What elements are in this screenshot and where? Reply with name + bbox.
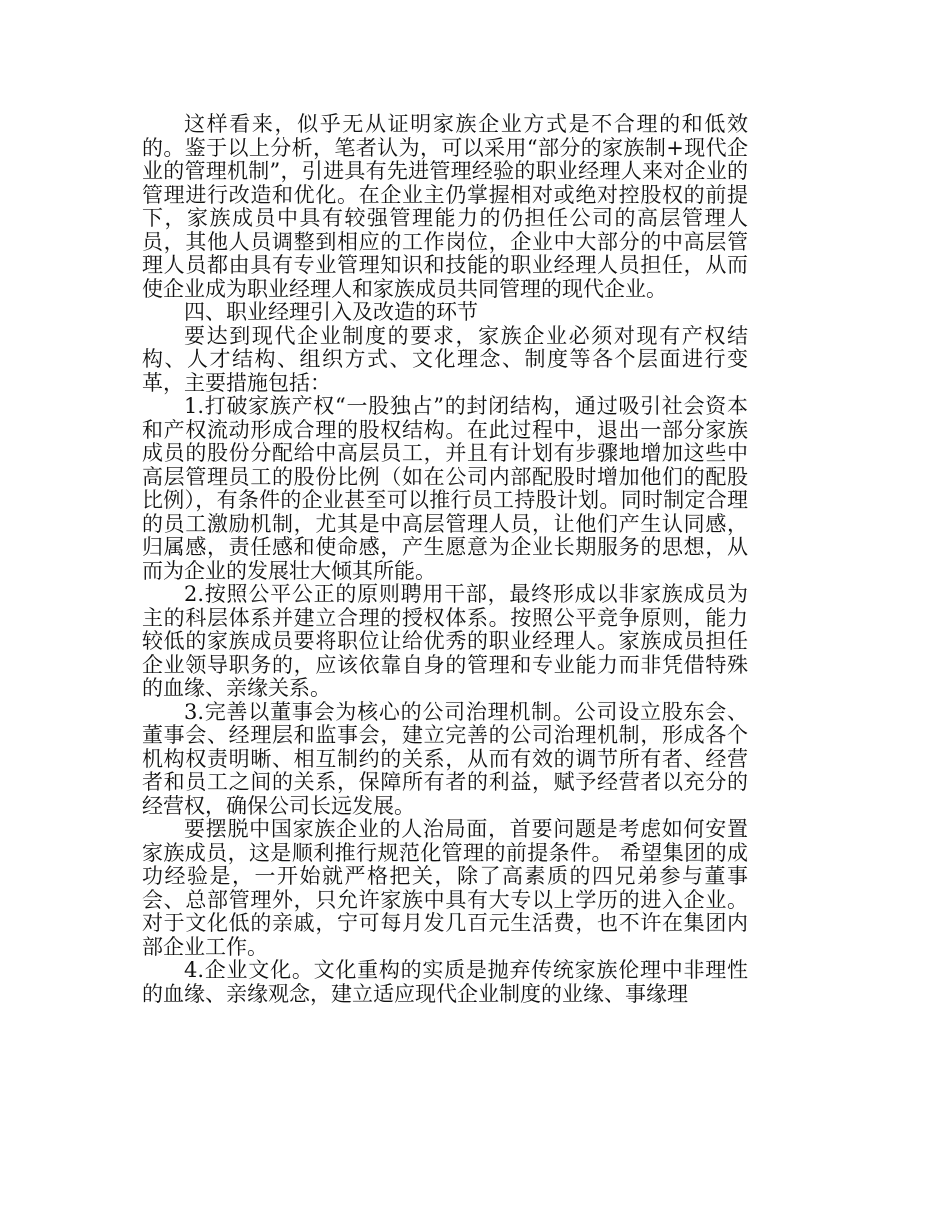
paragraph-modern-enterprise-requirements: 要达到现代企业制度的要求，家族企业必须对现有产权结构、人才结构、组织方式、文化理念、制度等各个层面进行变革，主要措施包括： (142, 323, 748, 395)
paragraph-measure-4-culture: 4.企业文化。文化重构的实质是抛弃传统家族伦理中非理性的血缘、亲缘观念，建立适应现代企业制度的业缘、事缘理 (142, 958, 748, 1006)
document-body (142, 113, 748, 1006)
paragraph-measure-3-governance: 3.完善以董事会为核心的公司治理机制。公司设立股东会、董事会、经理层和监事会，建立完善的公司治理机制，形成各个机构权责明晰、相互制约的关系，从而有效的调节所有者、经营者和员工之间的关系，保障所有者的利益，赋予经营者以充分的经营权，确保公司长远发展。 (142, 699, 748, 818)
paragraph-measure-2-hiring: 2.按照公平公正的原则聘用干部，最终形成以非家族成员为主的科层体系并建立合理的授权体系。按照公平竞争原则，能力较低的家族成员要将职位让给优秀的职业经理人。家族成员担任企业领导职务的，应该依靠自身的管理和专业能力而非凭借特殊的血缘、亲缘关系。 (142, 582, 748, 700)
paragraph-family-members-placement: 要摆脱中国家族企业的人治局面，首要问题是考虑如何安置家族成员，这是顺利推行规范化管理的前提条件。 希望集团的成功经验是，一开始就严格把关，除了高素质的四兄弟参与董事会、总部管理外，只允许家族中具有大专以上学历的进入企业。对于文化低的亲戚，宁可每月发几百元生活费，也不许在集团内部企业工作。 (142, 817, 748, 959)
section-heading-four: 四、职业经理引入及改造的环节 (184, 300, 478, 324)
paragraph-measure-1-ownership: 1.打破家族产权“一股独占”的封闭结构，通过吸引社会资本和产权流动形成合理的股权结构。在此过程中，退出一部分家族成员的股份分配给中高层员工，并且有计划有步骤地增加这些中高层管理员工的股份比例（如在公司内部配股时增加他们的配股比例），有条件的企业甚至可以推行员工持股计划。同时制定合理的员工激励机制，尤其是中高层管理人员，让他们产生认同感，归属感，责任感和使命感，产生愿意为企业长期服务的思想，从而为企业的发展壮大倾其所能。 (142, 394, 748, 583)
paragraph-family-business-analysis: 这样看来，似乎无从证明家族企业方式是不合理的和低效的。鉴于以上分析，笔者认为，可以采用“部分的家族制+现代企业的管理机制”，引进具有先进管理经验的职业经理人来对企业的管理进行改造和优化。在企业主仍掌握相对或绝对控股权的前提下，家族成员中具有较强管理能力的仍担任公司的高层管理人员，其他人员调整到相应的工作岗位，企业中大部分的中高层管理人员都由具有专业管理知识和技能的职业经理人员担任，从而使企业成为职业经理人和家族成员共同管理的现代企业。 (142, 112, 748, 301)
